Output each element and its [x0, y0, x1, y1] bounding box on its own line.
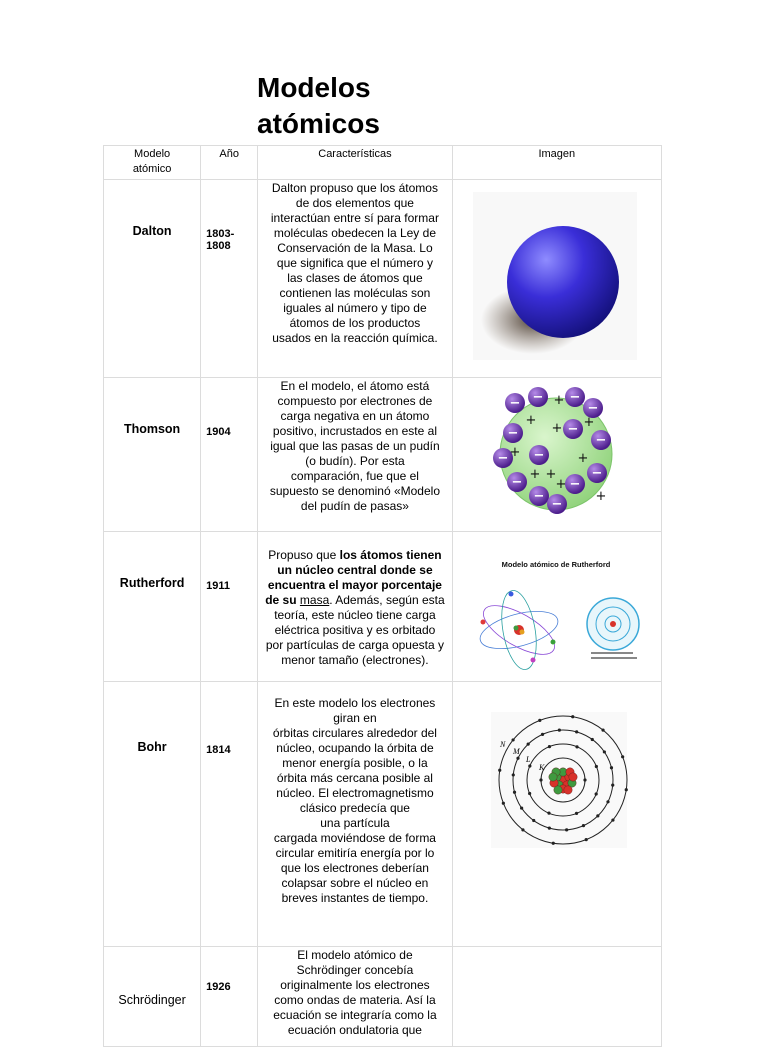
- model-year: 1803- 1808: [201, 180, 258, 378]
- svg-text:−: −: [511, 475, 523, 490]
- electron: [528, 764, 531, 767]
- electron: [529, 445, 549, 465]
- models-table: [103, 145, 662, 1047]
- electron: [590, 738, 593, 741]
- rutherford-image: [452, 532, 661, 682]
- svg-text:−: −: [569, 477, 581, 492]
- electron: [520, 806, 523, 809]
- positive-charge: +: [509, 445, 521, 460]
- electron: [528, 387, 548, 407]
- header-model: Modelo atómico: [104, 146, 201, 180]
- electron: [547, 494, 567, 514]
- svg-text:−: −: [533, 489, 545, 504]
- electron: [565, 387, 585, 407]
- electron: [539, 778, 542, 781]
- electron: [594, 765, 597, 768]
- shell-label-k: K: [538, 763, 544, 772]
- electron: [511, 773, 514, 776]
- electron: [581, 824, 584, 827]
- electron: [526, 743, 529, 746]
- electron: [513, 791, 516, 794]
- electron: [529, 486, 549, 506]
- bohr-image: [452, 682, 661, 947]
- table-row: [104, 378, 662, 532]
- svg-text:−: −: [567, 422, 579, 437]
- electron: [511, 738, 514, 741]
- electron: [550, 640, 555, 645]
- electron: [571, 715, 574, 718]
- electron: [480, 620, 485, 625]
- positive-charge: +: [577, 451, 589, 466]
- electron: [602, 750, 605, 753]
- model-description: En el modelo, el átomo está compuesto por electrones de carga negativa en un átomo positivo, incrustados en este al igual que las pasas de un pudín (o budín). Por esta comparación, fue que el supuesto se denominó «Modelo del pudín de pasas»: [258, 378, 452, 532]
- electron: [587, 463, 607, 483]
- electron: [594, 792, 597, 795]
- electron: [563, 419, 583, 439]
- model-name: Schrödinger: [104, 947, 201, 1047]
- svg-text:−: −: [587, 401, 599, 416]
- electron: [547, 827, 550, 830]
- thomson-image: [452, 378, 661, 532]
- rutherford-image-title: Modelo atómico de Rutherford: [501, 560, 610, 569]
- electron: [498, 769, 501, 772]
- electron: [530, 658, 535, 663]
- electron: [575, 730, 578, 733]
- electron: [596, 814, 599, 817]
- svg-text:−: −: [497, 451, 509, 466]
- electron: [609, 766, 612, 769]
- positive-charge: +: [529, 467, 541, 482]
- svg-text:−: −: [509, 396, 521, 411]
- positive-charge: +: [551, 421, 563, 436]
- svg-text:−: −: [532, 390, 544, 405]
- electron: [565, 828, 568, 831]
- model-name: Thomson: [104, 378, 201, 532]
- svg-text:−: −: [551, 497, 563, 512]
- dalton-sphere-illustration: [453, 180, 662, 377]
- model-year: 1814: [201, 682, 258, 947]
- model-year: 1926: [201, 947, 258, 1047]
- model-name: Bohr: [104, 682, 201, 947]
- svg-text:−: −: [507, 426, 519, 441]
- electron: [565, 474, 585, 494]
- title-line-2: atómicos: [257, 108, 380, 139]
- electron: [541, 733, 544, 736]
- svg-text:−: −: [591, 466, 603, 481]
- header-year: Año: [201, 146, 258, 180]
- electron: [516, 757, 519, 760]
- shell-label-n: N: [499, 740, 505, 749]
- electron: [601, 728, 604, 731]
- electron: [538, 719, 541, 722]
- electron: [503, 423, 523, 443]
- electron: [547, 745, 550, 748]
- electron: [611, 783, 614, 786]
- model-name: Dalton: [104, 180, 201, 378]
- table-header-row: [104, 146, 662, 180]
- electron: [575, 812, 578, 815]
- positive-charge: +: [545, 467, 557, 482]
- electron: [505, 393, 525, 413]
- electron: [508, 592, 513, 597]
- table-row: [104, 947, 662, 1047]
- positive-charge: +: [583, 415, 595, 430]
- positive-charge: +: [525, 413, 537, 428]
- svg-text:−: −: [595, 433, 607, 448]
- rutherford-secondary-diagram: [587, 598, 639, 659]
- table-row: [104, 682, 662, 947]
- electron: [547, 812, 550, 815]
- svg-text:−: −: [533, 448, 545, 463]
- electron: [501, 802, 504, 805]
- schrodinger-image: [452, 947, 661, 1047]
- electron: [528, 792, 531, 795]
- electron: [591, 430, 611, 450]
- bohr-illustration: [453, 682, 662, 946]
- header-characteristics: Características: [258, 146, 452, 180]
- electron: [611, 818, 614, 821]
- dalton-image: [452, 180, 661, 378]
- model-description: El modelo atómico de Schrödinger concebía originalmente los electrones como ondas de materia. Así la ecuación se integraría como la ecuación ondulatoria que: [258, 947, 452, 1047]
- model-description: Propuso que los átomos tienen un núcleo central donde se encuentra el mayor porcentaje de su masa. Además, según esta teoría, este núcleo tiene carga eléctrica positiva y es orbitado por partículas de carga opuesta y menor tamaño (electrones).: [258, 532, 452, 682]
- electron: [584, 838, 587, 841]
- header-image: Imagen: [452, 146, 661, 180]
- positive-charge: +: [595, 489, 607, 504]
- dalton-sphere: [507, 226, 619, 338]
- electron: [624, 788, 627, 791]
- positive-charge: +: [553, 393, 565, 408]
- electron: [583, 778, 586, 781]
- model-description: En este modelo los electrones giran en órbitas circulares alrededor del núcleo, ocupando la órbita de menor energía posible, o la órbita más cercana posible al núcleo. El electromagnetismo clásico predecía que una partícula cargada moviéndose de forma circular emitiría energía por lo que los electrones deberían colapsar sobre el núcleo en breves instantes de tiempo.: [258, 682, 452, 947]
- electron: [507, 472, 527, 492]
- svg-text:−: −: [569, 390, 581, 405]
- title-line-1: Modelos: [257, 72, 371, 103]
- model-description: Dalton propuso que los átomos de dos elementos que interactúan entre sí para formar moléculas obedecen la Ley de Conservación de la Masa. Lo que significa que el número y las clases de átomos que contienen las moléculas son iguales al número y tipo de átomos de los productos usados en la reacción química.: [258, 180, 452, 378]
- page-title: [257, 70, 380, 142]
- electron: [532, 819, 535, 822]
- shell-label-l: L: [525, 755, 531, 764]
- electron: [557, 729, 560, 732]
- electron: [521, 828, 524, 831]
- table-row: [104, 180, 662, 378]
- electron: [606, 800, 609, 803]
- electron: [575, 745, 578, 748]
- model-year: 1904: [201, 378, 258, 532]
- model-year: 1911: [201, 532, 258, 682]
- rutherford-illustration: [453, 532, 662, 681]
- model-name: Rutherford: [104, 532, 201, 682]
- thomson-pudding-illustration: [453, 378, 662, 531]
- electron: [621, 755, 624, 758]
- positive-charge: +: [555, 477, 567, 492]
- table-row: [104, 532, 662, 682]
- shell-label-m: M: [512, 747, 520, 756]
- electron: [551, 842, 554, 845]
